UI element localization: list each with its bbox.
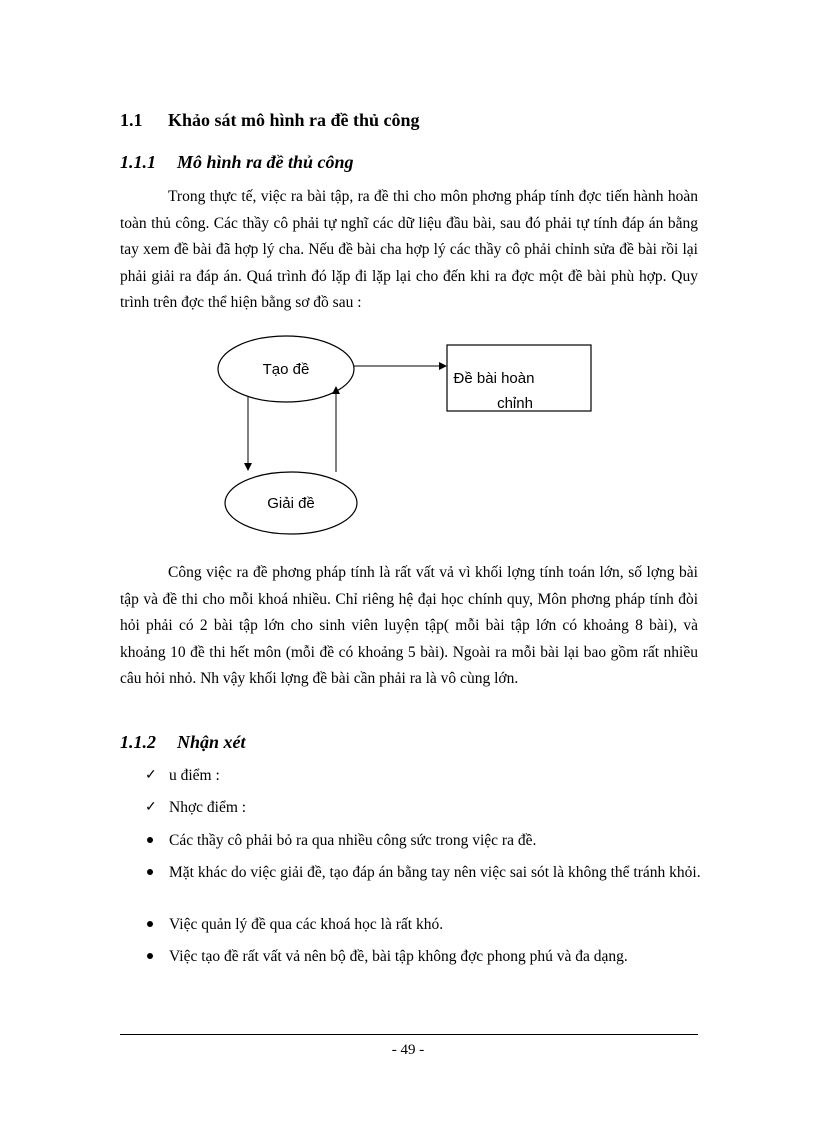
create-node-label: Tạo đề [262, 361, 310, 378]
check-item-text: Nhợc điểm : [169, 799, 247, 816]
subsection-heading-1 [120, 152, 354, 173]
paragraph-1 [120, 184, 698, 317]
done-node-label-line1: Đề bài hoàn [453, 370, 535, 387]
bullet-item: Mặt khác do việc giải đề, tạo đáp án bằng tay nên việc sai sót là không thể tránh khỏi. [145, 862, 705, 884]
bullet-item: Các thầy cô phải bỏ ra qua nhiều công sức trong việc ra đề. [145, 830, 705, 852]
paragraph-2-text: Công việc ra đề phơng pháp tính là rất vất vả vì khối lợng tính toán lớn, số lợng bài tập và đề thi cho mỗi khoá nhiều. Chỉ riêng hệ đại học chính quy, Môn phơng pháp tính đòi hỏi phải có 2 bài tập lớn cho sinh viên luyện tập( mỗi bài tập lớn có khoảng 8 bài), và khoảng 10 đề thi hết môn (mỗi đề có khoảng 5 bài). Ngoài ra mỗi bài lại bao gồm rất nhiều câu hỏi nhỏ. Nh vậy khối lợng đề bài cần phải ra là vô cùng lớn. [120, 564, 698, 687]
section-title: Khảo sát mô hình ra đề thủ công [168, 110, 420, 130]
process-diagram [210, 330, 610, 540]
solve-node-label: Giải đề [267, 495, 315, 512]
check-item-cons [145, 797, 705, 819]
done-node-label-line2: chỉnh [497, 395, 533, 412]
subsection-title-2: Nhận xét [177, 732, 246, 752]
subsection-number-1: 1.1.1 [120, 152, 156, 172]
bullet-dot-icon [147, 953, 153, 959]
bullet-item: Việc quản lý đề qua các khoá học là rất khó. [145, 914, 705, 936]
bullet-dot-icon [147, 921, 153, 927]
check-item-text: u điểm : [169, 767, 220, 784]
section-heading [120, 110, 420, 131]
subsection-title-1: Mô hình ra đề thủ công [177, 152, 354, 172]
bullet-dot-icon [147, 837, 153, 843]
paragraph-1-text: Trong thực tế, việc ra bài tập, ra đề thi cho môn phơng pháp tính đợc tiến hành hoàn toàn thủ công. Các thầy cô phải tự nghĩ các dữ liệu đầu bài, sau đó phải tự tính đáp án bằng tay xem đề bài đã hợp lý cha. Nếu đề bài cha hợp lý các thầy cô phải chỉnh sửa đề bài rồi lại phải giải ra đáp án. Quá trình đó lặp đi lặp lại cho đến khi ra đợc một đề bài phù hợp. Quy trình trên đợc thể hiện bằng sơ đồ sau : [120, 188, 698, 311]
check-mark-icon: ✓ [145, 768, 157, 783]
bullet-item: Việc tạo đề rất vất vả nên bộ đề, bài tập không đợc phong phú và đa dạng. [145, 946, 705, 968]
subsection-number-2: 1.1.2 [120, 732, 156, 752]
subsection-heading-2 [120, 732, 246, 753]
page-number: - 49 - [391, 1042, 425, 1058]
footer-divider [120, 1034, 698, 1035]
check-item-pros [145, 765, 705, 787]
bullet-dot-icon [147, 869, 153, 875]
section-number: 1.1 [120, 110, 143, 130]
paragraph-2 [120, 560, 698, 693]
check-mark-icon: ✓ [145, 800, 157, 815]
